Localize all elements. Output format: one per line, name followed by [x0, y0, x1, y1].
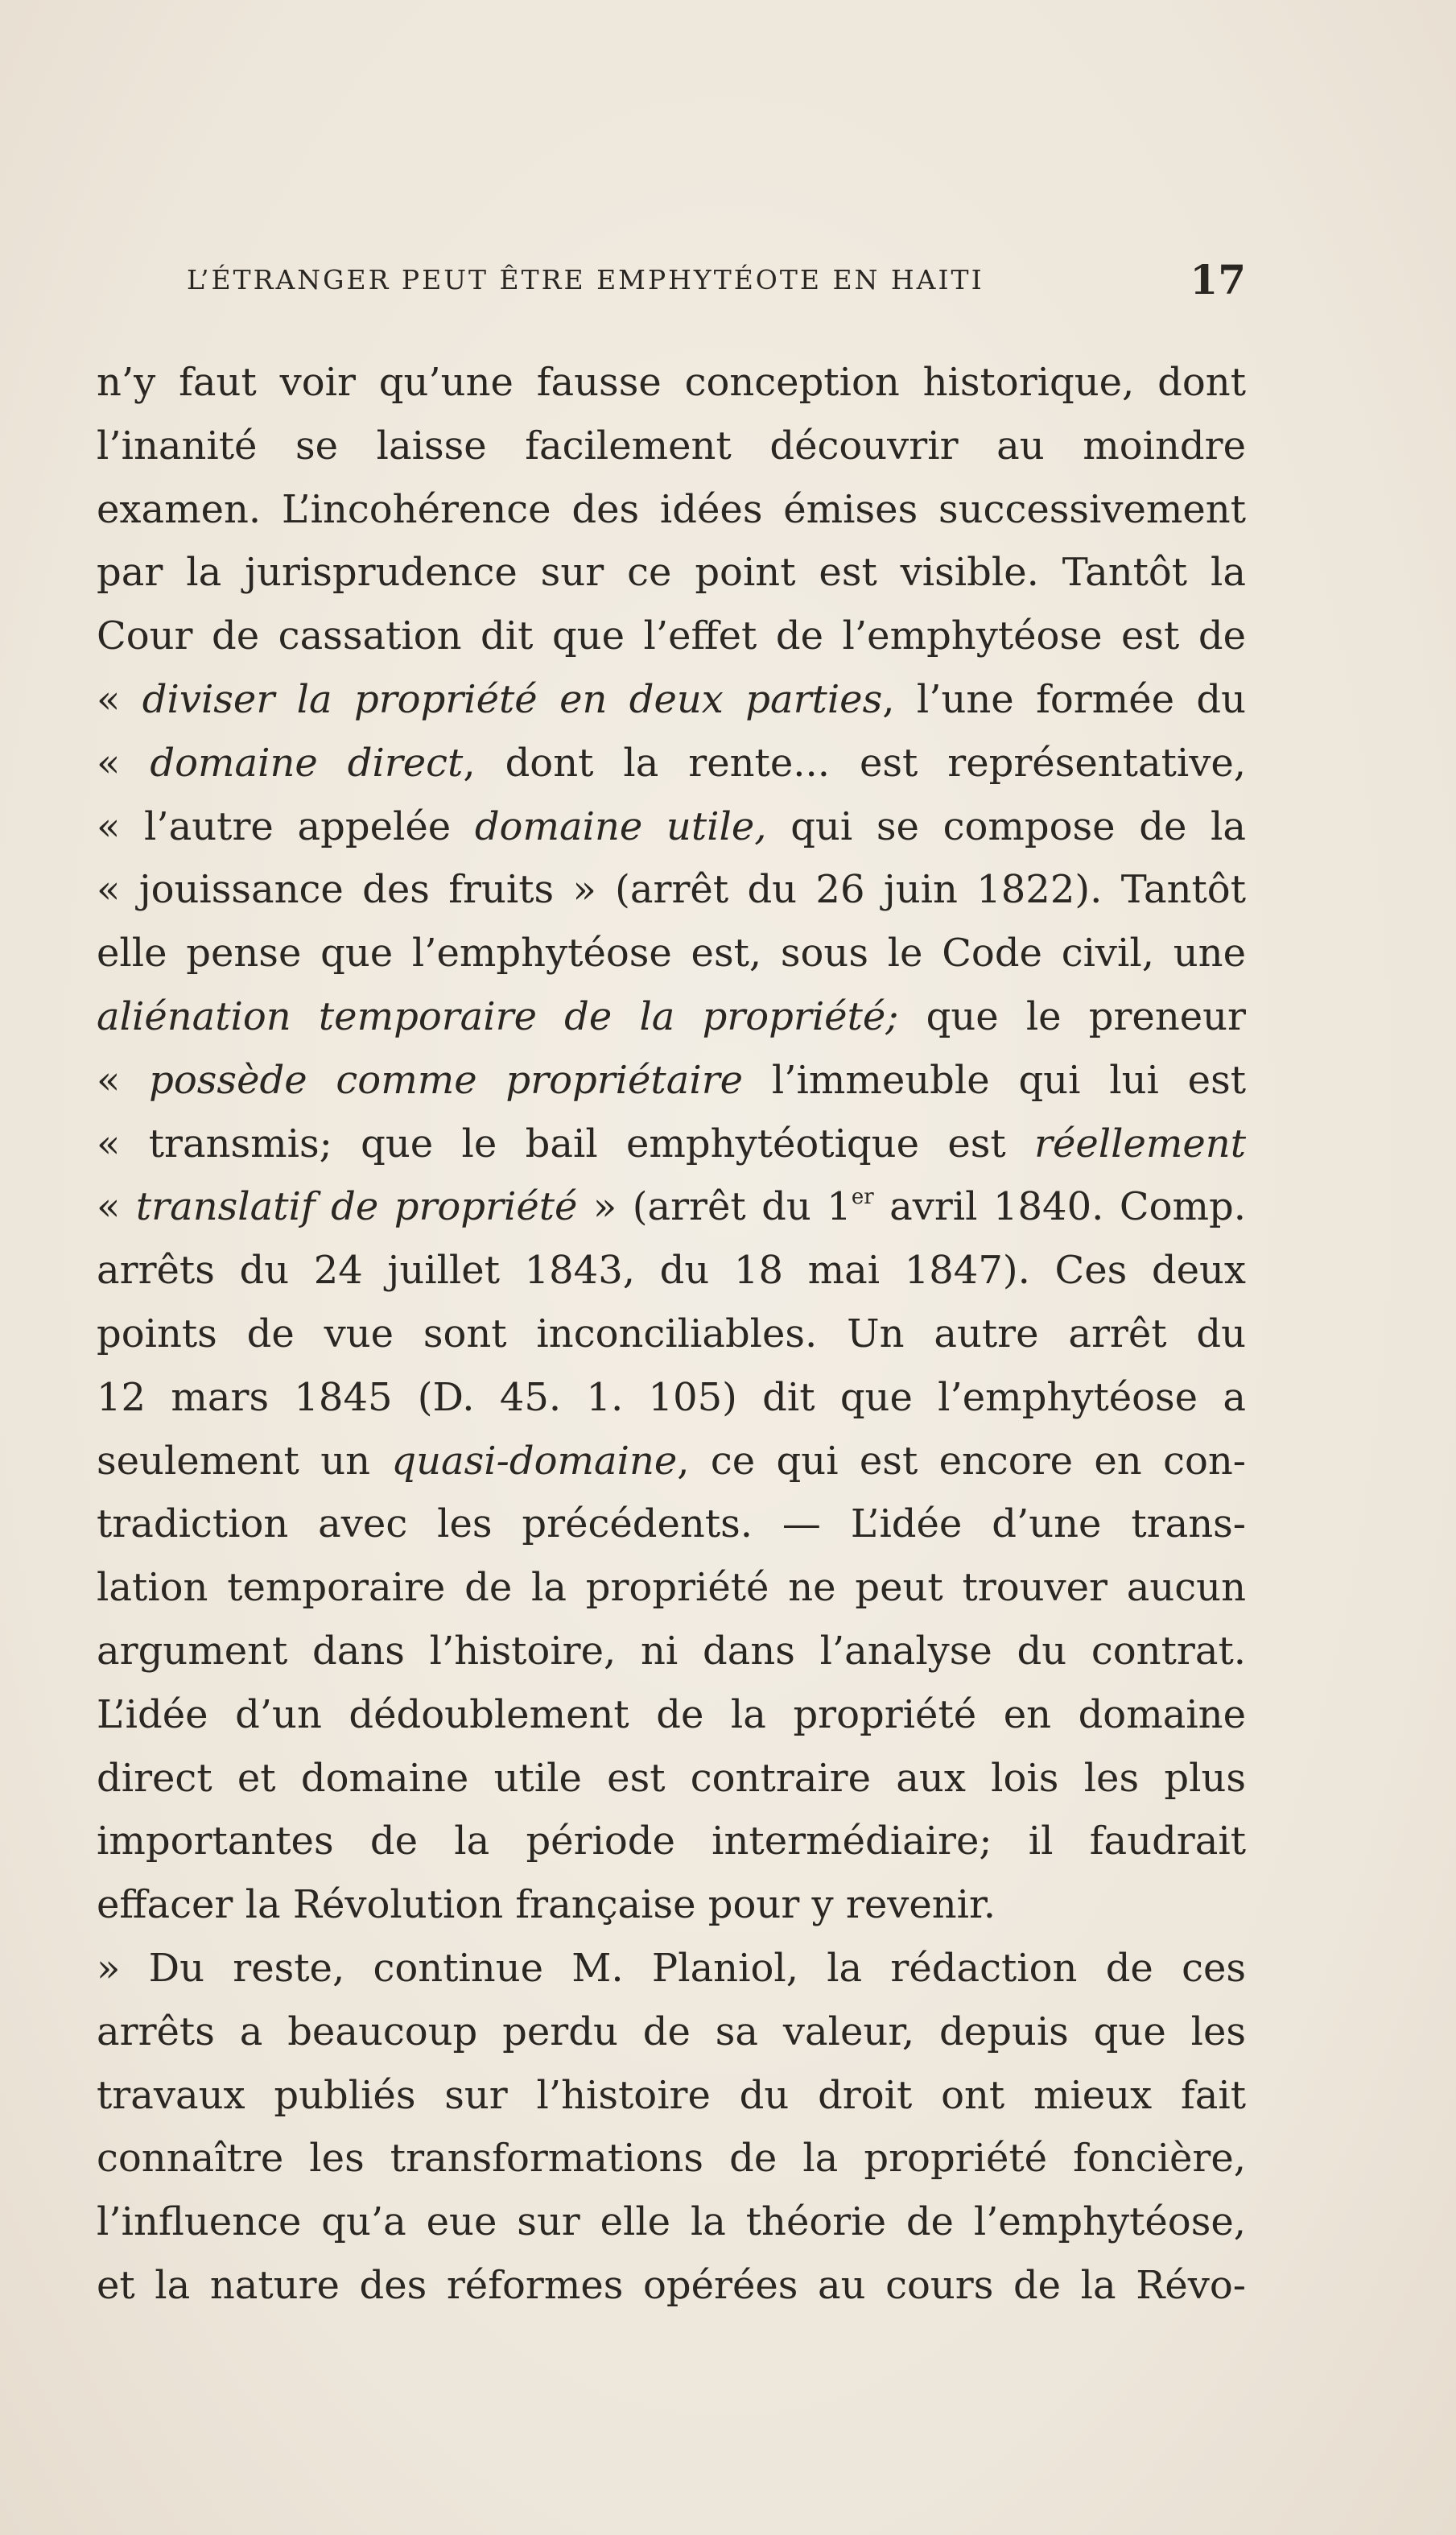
- text-segment: « jouissance des fruits » (arrêt du 26 juin 1822). Tantôt: [97, 867, 1246, 913]
- text-line: [97, 1430, 1246, 1493]
- text-segment: effacer la Révolution française pour y revenir.: [97, 1882, 996, 1928]
- text-segment: «: [97, 676, 142, 722]
- text-line: [97, 985, 1246, 1049]
- text-line: [97, 1810, 1246, 1873]
- text-segment: » (arrêt du 1: [577, 1184, 852, 1230]
- text-line: [97, 858, 1246, 922]
- italic-text: translatif de propriété: [135, 1184, 578, 1230]
- text-segment: » Du reste, continue M. Planiol, la rédaction de ces: [97, 1945, 1246, 1991]
- superscript-text: er: [851, 1185, 874, 1210]
- text-segment: examen. L’incohérence des idées émises successivement: [97, 486, 1246, 532]
- text-line: [97, 1493, 1246, 1556]
- text-segment: , dont la rente... est représentative,: [463, 740, 1246, 786]
- text-segment: 12 mars 1845 (D. 45. 1. 105) dit que l’emphytéose a: [97, 1374, 1246, 1420]
- text-segment: l’inanité se laisse facilement découvrir au moindre: [97, 423, 1246, 469]
- italic-text: aliénation temporaire de la propriété;: [97, 993, 899, 1039]
- text-segment: «: [97, 740, 151, 786]
- text-line: [97, 1556, 1246, 1620]
- italic-text: possède comme propriétaire: [149, 1057, 744, 1103]
- italic-text: diviser la propriété en deux parties: [142, 676, 883, 722]
- text-line: [97, 1239, 1246, 1303]
- text-segment: Cour de cassation dit que l’effet de l’emphytéose est de: [97, 613, 1246, 659]
- text-segment: qui se compose de la: [766, 803, 1246, 849]
- text-segment: et la nature des réformes opérées au cours de la Révo-: [97, 2262, 1246, 2308]
- text-segment: L’idée d’un dédoublement de la propriété en domaine: [97, 1691, 1246, 1737]
- text-line: [97, 1683, 1246, 1747]
- text-line: [97, 351, 1246, 415]
- body-text: [97, 351, 1246, 2318]
- text-segment: par la jurisprudence sur ce point est visible. Tantôt la: [97, 550, 1246, 596]
- running-head: L’ÉTRANGER PEUT ÊTRE EMPHYTÉOTE EN HAITI: [187, 264, 984, 295]
- text-line: [97, 1113, 1246, 1176]
- text-line: [97, 2064, 1246, 2128]
- text-line: [97, 2127, 1246, 2190]
- text-line: [97, 605, 1246, 668]
- text-segment: direct et domaine utile est contraire aux lois les plus: [97, 1755, 1246, 1801]
- text-segment: « l’autre appelée: [97, 803, 475, 849]
- text-line: [97, 1049, 1246, 1113]
- text-line: [97, 1175, 1246, 1239]
- text-segment: avril 1840. Comp.: [873, 1184, 1246, 1230]
- text-segment: l’influence qu’a eue sur elle la théorie de l’emphytéose,: [97, 2199, 1246, 2245]
- text-line: [97, 922, 1246, 985]
- text-line: [97, 1303, 1246, 1366]
- text-line: [97, 1873, 1246, 1937]
- text-segment: l’immeuble qui lui est: [743, 1057, 1246, 1103]
- italic-text: réellement: [1034, 1121, 1246, 1166]
- text-segment: importantes de la période intermédiaire; il faudrait: [97, 1819, 1246, 1864]
- page-header: [187, 256, 1246, 304]
- text-line: [97, 478, 1246, 542]
- text-segment: connaître les transformations de la propriété foncière,: [97, 2136, 1246, 2182]
- text-segment: «: [97, 1184, 136, 1230]
- text-line: [97, 2000, 1246, 2064]
- text-segment: argument dans l’histoire, ni dans l’analyse du contrat.: [97, 1628, 1246, 1674]
- text-segment: points de vue sont inconciliables. Un autre arrêt du: [97, 1311, 1246, 1356]
- text-line: [97, 1620, 1246, 1683]
- text-line: [97, 415, 1246, 478]
- text-segment: que le preneur: [898, 993, 1246, 1039]
- text-line: [97, 1747, 1246, 1810]
- text-segment: lation temporaire de la propriété ne peut trouver aucun: [97, 1565, 1246, 1611]
- text-segment: , l’une formée du: [882, 676, 1246, 722]
- text-segment: n’y faut voir qu’une fausse conception historique, dont: [97, 360, 1246, 405]
- text-line: [97, 2254, 1246, 2318]
- text-line: [97, 732, 1246, 795]
- page-number: 17: [1190, 256, 1246, 303]
- text-segment: « transmis; que le bail emphytéotique est: [97, 1121, 1034, 1166]
- text-line: [97, 1366, 1246, 1430]
- text-segment: «: [97, 1057, 150, 1103]
- text-line: [97, 795, 1246, 859]
- text-segment: arrêts du 24 juillet 1843, du 18 mai 1847). Ces deux: [97, 1248, 1246, 1294]
- italic-text: domaine utile,: [474, 803, 767, 849]
- text-line: [97, 541, 1246, 605]
- text-line: [97, 1937, 1246, 2000]
- text-line: [97, 668, 1246, 732]
- italic-text: quasi-domaine: [391, 1438, 678, 1484]
- text-segment: , ce qui est encore en con-: [677, 1438, 1246, 1484]
- text-line: [97, 2190, 1246, 2254]
- text-segment: tradiction avec les précédents. — L’idée d’une trans-: [97, 1501, 1246, 1547]
- text-segment: travaux publiés sur l’histoire du droit ont mieux fait: [97, 2072, 1246, 2118]
- text-segment: elle pense que l’emphytéose est, sous le Code civil, une: [97, 931, 1246, 976]
- text-segment: seulement un: [97, 1438, 392, 1484]
- text-segment: arrêts a beaucoup perdu de sa valeur, depuis que les: [97, 2009, 1246, 2054]
- italic-text: domaine direct: [150, 740, 464, 786]
